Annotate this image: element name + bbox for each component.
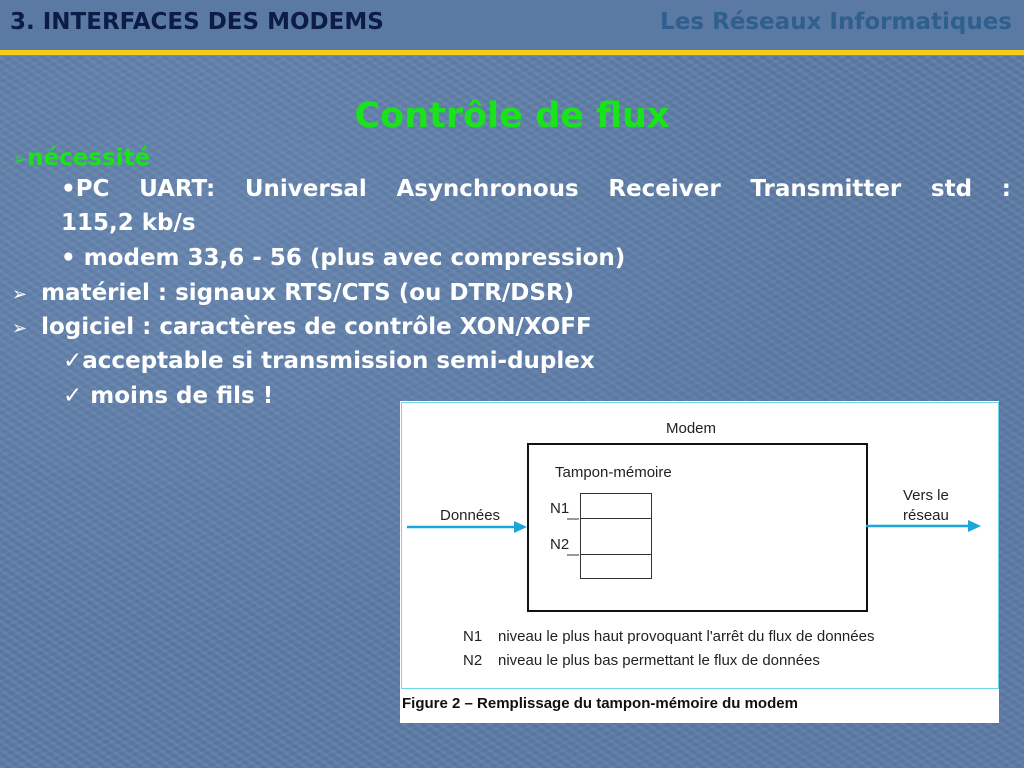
uart-word: std [930, 176, 973, 202]
arrow-bullet-icon: ➢ [12, 284, 28, 305]
header-bar [0, 0, 1024, 50]
bullet-materiel-label: matériel : signaux RTS/CTS (ou DTR/DSR) [41, 280, 575, 306]
modem-label: Modem [666, 420, 717, 437]
output-label-line2: réseau [903, 507, 949, 524]
arrow-bullet-icon: ➢ [12, 149, 28, 170]
bullet-materiel [12, 280, 574, 306]
bullet-logiciel [12, 314, 592, 340]
bullet-logiciel-label: logiciel : caractères de contrôle XON/XOFF [41, 314, 592, 340]
bullet-uart-rate: 115,2 kb/s [61, 210, 196, 236]
header-divider [0, 50, 1024, 56]
uart-word: •PC [61, 176, 110, 202]
buffer-label: Tampon-mémoire [555, 464, 672, 481]
level-n2-label: N2 [550, 536, 570, 553]
bullet-necessite-label: nécessité [27, 145, 151, 171]
legend-n1-text: niveau le plus haut provoquant l'arrêt du flux de données [498, 628, 875, 645]
bullet-moins-fils [63, 383, 273, 409]
bullet-acceptable-label: acceptable si transmission semi-duplex [82, 348, 595, 374]
slide-title: Contrôle de flux [354, 96, 670, 136]
bullet-moins-fils-label: moins de fils ! [82, 383, 274, 409]
bullet-acceptable [63, 348, 595, 374]
bullet-necessite [12, 145, 150, 171]
legend-n1-key: N1 [463, 628, 483, 645]
uart-word: Transmitter [750, 176, 902, 202]
uart-word: Asynchronous [396, 176, 579, 202]
figure-caption: Figure 2 – Remplissage du tampon-mémoire du modem [402, 695, 798, 712]
output-arrow-head [968, 520, 981, 532]
figure-diagram [400, 401, 999, 723]
check-icon: ✓ [63, 383, 83, 409]
uart-word: Receiver [608, 176, 721, 202]
diagram-panel [401, 402, 999, 689]
section-title: 3. INTERFACES DES MODEMS [10, 9, 384, 35]
uart-word: UART: [139, 176, 216, 202]
bullet-modem-speed: • modem 33,6 - 56 (plus avec compression) [61, 245, 626, 271]
level-n1-label: N1 [550, 500, 570, 517]
presentation-brand: Les Réseaux Informatiques [660, 9, 1012, 35]
arrow-bullet-icon: ➢ [12, 318, 28, 339]
uart-word: Universal [244, 176, 367, 202]
bullet-uart-line1 [61, 176, 1011, 202]
uart-word: : [1001, 176, 1011, 202]
flow-arrows [402, 403, 998, 688]
legend-n2-text: niveau le plus bas permettant le flux de données [498, 652, 820, 669]
input-arrow-head [514, 521, 527, 533]
output-label-line1: Vers le [903, 487, 949, 504]
check-icon: ✓ [63, 348, 83, 374]
input-label: Données [440, 507, 501, 524]
legend-n2-key: N2 [463, 652, 483, 669]
